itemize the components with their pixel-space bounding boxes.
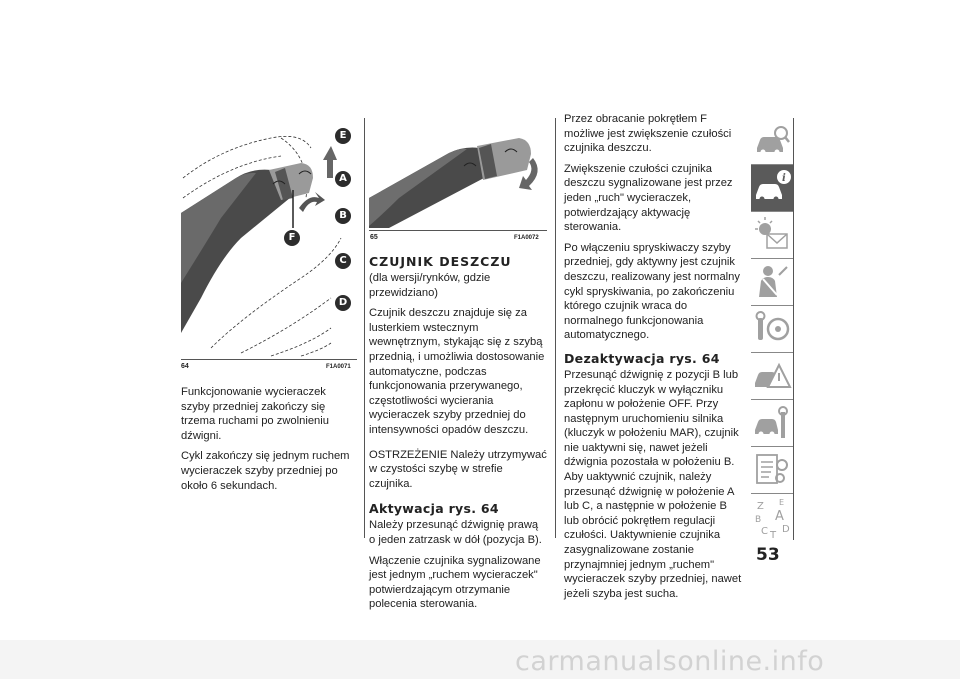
paragraph: Należy przesunąć dźwignię prawą o jeden zatrzask w dół (pozycja B). — [369, 519, 542, 546]
index-letter: Z — [757, 501, 764, 512]
paragraph: Zwiększenie czułości czujnika deszczu sygnalizowane jest przez jeden „ruch" wycieraczek, potwierdzający aktywację sterowania. — [564, 162, 733, 234]
figure-64 — [181, 118, 357, 358]
car-magnifier-icon — [751, 118, 793, 164]
label-d: D — [335, 295, 351, 311]
paragraph: Po włączeniu spryskiwaczy szyby przedniej, gdy aktywny jest czujnik deszczu, realizowany jest normalny cykl spryskiwania, po zakończeniu którego czujnik wraca do normalnego funkcjonowania automatycznego. — [564, 241, 740, 342]
key-steering-wheel-icon — [751, 306, 793, 352]
index-letter: A — [775, 509, 784, 524]
car-warning-triangle-icon — [751, 353, 793, 399]
wiper-knob-illustration — [369, 118, 547, 230]
chapter-tab-technical-data[interactable] — [751, 447, 793, 493]
document-gears-icon — [751, 447, 793, 493]
person-seatbelt-icon — [751, 259, 793, 305]
column-3 — [564, 112, 744, 607]
paragraph: Przez obracanie pokrętłem F możliwe jest zwiększenie czułości czujnika deszczu. — [564, 113, 732, 155]
paragraph: Przesunąć dźwignię z pozycji B lub przekręcić kluczyk w wyłączniku zapłonu w położenie OFF. Przy następnym uruchomieniu silnika (kluczyk w położeniu MAR), czujnik nie uaktywni się, nawet jeżeli dźwignia pozostała w położeniu B. Aby uaktywnić czujnik, należy przesunąć dźwignię w położenie A lub C, a następnie w położenie B lub obrócić pokrętłem regulacji czułości. Uaktywnienie czujnika zasygnalizowane zostanie przynajmniej jednym „ruchem" wycieraczek szyby przedniej, nawet jeżeli szyba jest sucha. — [564, 368, 742, 600]
index-letter: B — [755, 515, 762, 525]
svg-text:i: i — [782, 173, 786, 184]
chapter-tab-maintenance[interactable] — [751, 400, 793, 446]
section-subtitle: (dla wersji/rynków, gdzie przewidziano) — [369, 272, 491, 299]
paragraph: Włączenie czujnika sygnalizowane jest jednym „ruchem wycieraczek" potwierdzającym otrzymanie polecenia sterowania. — [369, 554, 541, 611]
chapter-tab-emergency[interactable] — [751, 353, 793, 399]
index-letter: E — [779, 498, 785, 507]
figure-64-number: 64 — [181, 363, 189, 370]
column-2 — [369, 250, 547, 618]
paragraph: Funkcjonowanie wycieraczek szyby przedniej zakończy się trzema ruchami po zwolnieniu dźwigni. — [181, 386, 329, 442]
chapter-tab-knowing-your-car[interactable] — [751, 165, 793, 211]
paragraph: Czujnik deszczu znajduje się za lusterkiem wstecznym wewnętrznym, stykając się z szybą przednią, i umożliwia dostosowanie automatyczne, podczas funkcjonowania przerywanego, częstotliwości wycierania wycieraczek szyby przedniej do intensywności opadów deszczu. — [369, 307, 545, 436]
car-info-icon — [751, 165, 793, 211]
figure-65-rule — [369, 230, 547, 231]
column-divider — [364, 118, 365, 538]
chapter-tab-warning-lights[interactable] — [751, 212, 793, 258]
index-letter: C — [761, 526, 768, 537]
figure-64-code: F1A0071 — [326, 364, 351, 370]
watermark-text: carmanualsonline.info — [515, 646, 825, 677]
warning-light-envelope-icon — [751, 212, 793, 258]
car-wrench-icon — [751, 400, 793, 446]
label-b: B — [335, 208, 351, 224]
paragraph: Cykl zakończy się jednym ruchem wycieraczek szyby przedniej po około 6 sekundach. — [181, 450, 350, 492]
column-divider — [555, 118, 556, 538]
section-heading: Dezaktywacja rys. 64 — [564, 350, 720, 366]
alphabet-index-icon — [751, 494, 793, 540]
figure-65 — [369, 118, 547, 230]
chapter-tab-starting-driving[interactable] — [751, 306, 793, 352]
figure-65-code: F1A0072 — [514, 235, 539, 241]
chapter-tab-safety[interactable] — [751, 259, 793, 305]
column-1 — [181, 385, 357, 499]
wiper-lever-illustration — [181, 118, 357, 358]
section-heading: CZUJNIK DESZCZU — [369, 254, 512, 269]
section-heading: Aktywacja rys. 64 — [369, 501, 499, 517]
page-number: 53 — [756, 545, 780, 565]
label-f: F — [284, 230, 300, 246]
paragraph: OSTRZEŻENIE Należy utrzymywać w czystości szybę w strefie czujnika. — [369, 448, 547, 490]
sidebar-divider — [793, 118, 794, 540]
index-letter: D — [782, 524, 790, 535]
chapter-tab-dashboard[interactable] — [751, 118, 793, 164]
label-c: C — [335, 253, 351, 269]
figure-65-number: 65 — [370, 234, 378, 241]
chapter-tab-index[interactable] — [751, 494, 793, 540]
watermark-bar — [0, 640, 960, 679]
index-letter: T — [770, 530, 777, 540]
figure-64-rule — [181, 359, 357, 360]
label-a: A — [335, 171, 351, 187]
label-e: E — [335, 128, 351, 144]
